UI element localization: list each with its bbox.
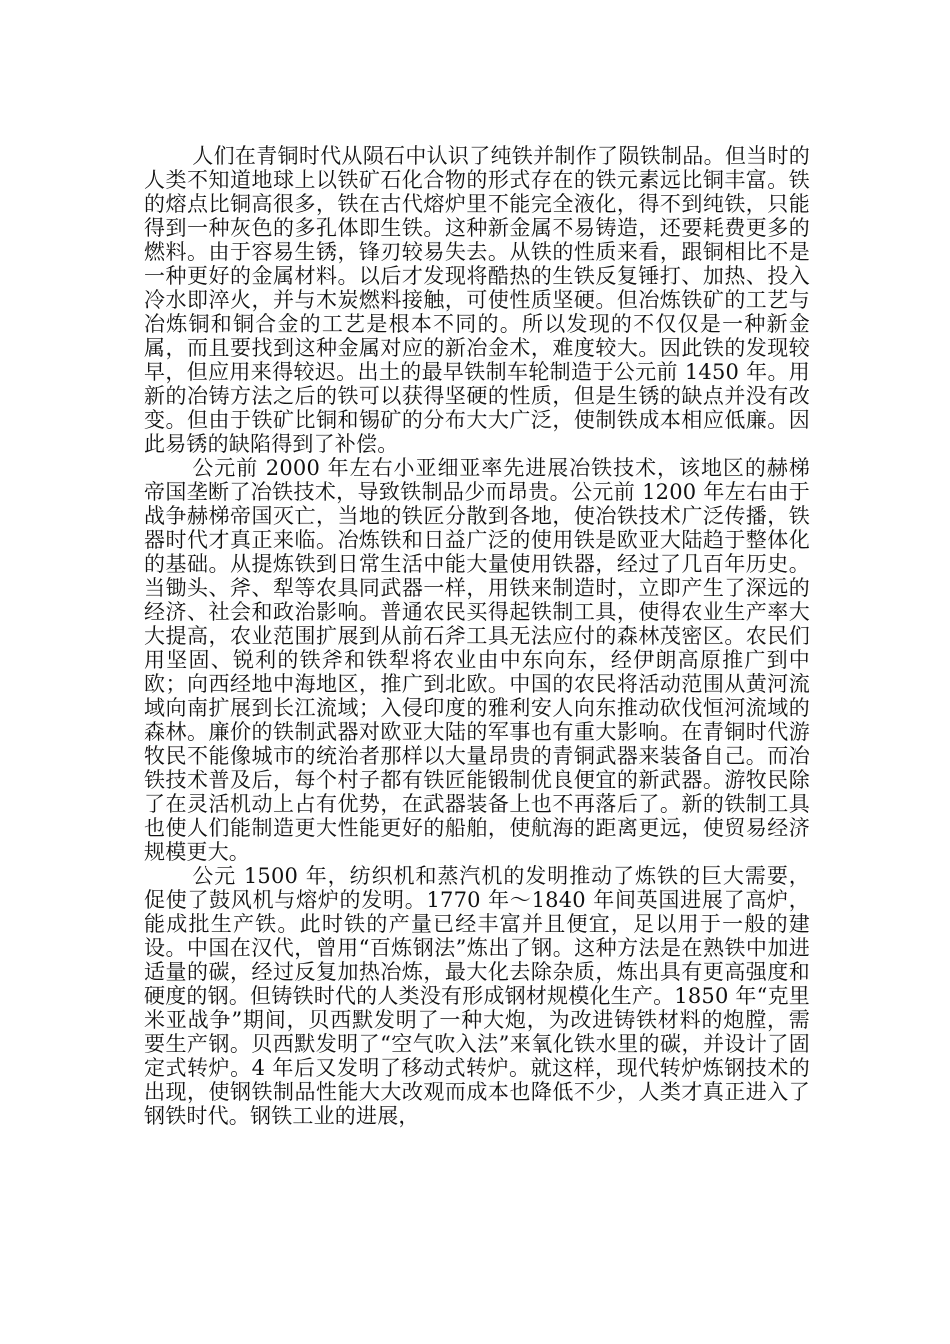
paragraph-iron-age-spread: 公元前 2000 年左右小亚细亚率先进展冶铁技术，该地区的赫梯帝国垄断了冶铁技术，导致铁制品少而昂贵。公元前 1200 年左右由于战争赫梯帝国灭亡，当地的铁匠分散到各地，使冶铁技术广泛传播，铁器时代才真正来临。冶炼铁和日益广泛的使用铁是欧亚大陆趋于整体化的基础。从提炼铁到日常生活中能大量使用铁器，经过了几百年历史。当锄头、斧、犁等农具同武器一样，用铁来制造时，立即产生了深远的经济、社会和政治影响。普通农民买得起铁制工具，使得农业生产率大大提高，农业范围扩展到从前石斧工具无法应付的森林茂密区。农民们用坚固、锐利的铁斧和铁犁将农业由中东向东，经伊朗高原推广到中欧；向西经地中海地区，推广到北欧。中国的农民将活动范围从黄河流域向南扩展到长江流域；入侵印度的雅利安人向东推动砍伐恒河流域的森林。廉价的铁制武器对欧亚大陆的军事也有重大影响。在青铜时代游牧民不能像城市的统治者那样以大量昂贵的青铜武器来装备自己。而冶铁技术普及后，每个村子都有铁匠能锻制优良便宜的新武器。游牧民除了在灵活机动上占有优势，在武器装备上也不再落后了。新的铁制工具也使人们能制造更大性能更好的船舶，使航海的距离更远，使贸易经济规模更大。	[144, 456, 810, 864]
document-body	[144, 144, 810, 1128]
paragraph-iron-discovery: 人们在青铜时代从陨石中认识了纯铁并制作了陨铁制品。但当时的人类不知道地球上以铁矿石化合物的形式存在的铁元素远比铜丰富。铁的熔点比铜高很多，铁在古代熔炉里不能完全液化，得不到纯铁，只能得到一种灰色的多孔体即生铁。这种新金属不易铸造，还要耗费更多的燃料。由于容易生锈，锋刃较易失去。从铁的性质来看，跟铜相比不是一种更好的金属材料。以后才发现将酷热的生铁反复锤打、加热、投入冷水即淬火，并与木炭燃料接触，可使性质坚硬。但冶炼铁矿的工艺与冶炼铜和铜合金的工艺是根本不同的。所以发现的不仅仅是一种新金属，而且要找到这种金属对应的新冶金术，难度较大。因此铁的发现较早，但应用来得较迟。出土的最早铁制车轮制造于公元前 1450 年。用新的冶铸方法之后的铁可以获得坚硬的性质，但是生锈的缺点并没有改变。但由于铁矿比铜和锡矿的分布大大广泛，使制铁成本相应低廉。因此易锈的缺陷得到了补偿。	[144, 144, 810, 456]
paragraph-steel-age: 公元 1500 年，纺织机和蒸汽机的发明推动了炼铁的巨大需要，促使了鼓风机与熔炉的发明。1770 年～1840 年间英国进展了高炉，能成批生产铁。此时铁的产量已经丰富并且便宜，足以用于一般的建设。中国在汉代，曾用“百炼钢法”炼出了钢。这种方法是在熟铁中加进适量的碳，经过反复加热冶炼，最大化去除杂质，炼出具有更高强度和硬度的钢。但铸铁时代的人类没有形成钢材规模化生产。1850 年“克里米亚战争”期间，贝西默发明了一种大炮，为改进铸铁材料的炮膛，需要生产钢。贝西默发明了“空气吹入法”来氧化铁水里的碳，并设计了固定式转炉。4 年后又发明了移动式转炉。就这样，现代转炉炼钢技术的出现，使钢铁制品性能大大改观而成本也降低不少，人类才真正进入了钢铁时代。钢铁工业的进展，	[144, 864, 810, 1128]
